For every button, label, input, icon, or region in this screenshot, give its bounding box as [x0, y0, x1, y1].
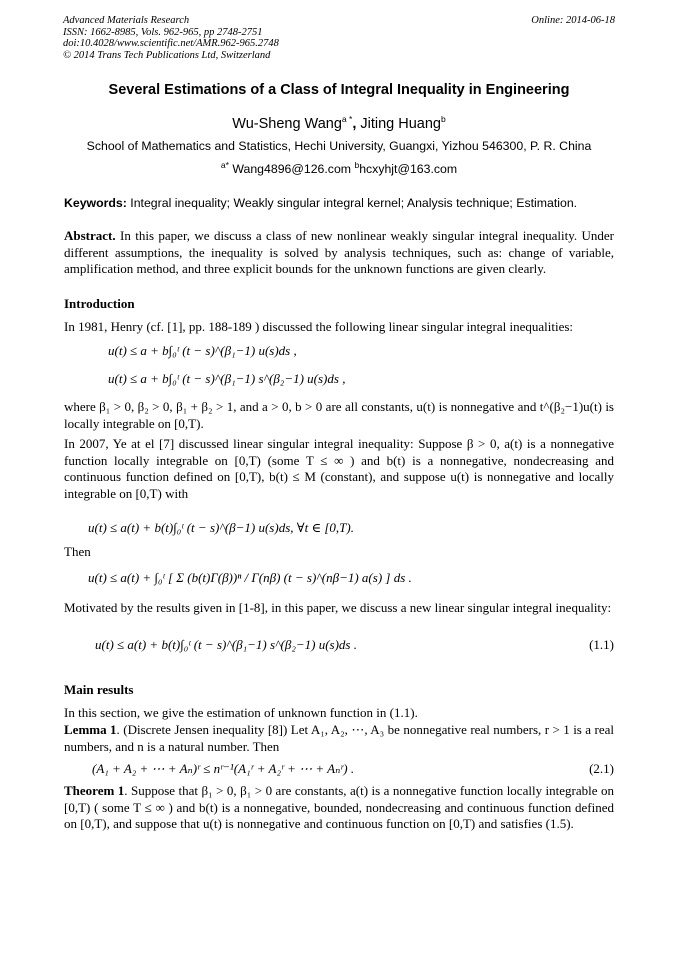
email-b: hcxyhjt@163.com: [359, 162, 458, 177]
paper-title: Several Estimations of a Class of Integral Inequality in Engineering: [108, 82, 570, 98]
theorem-text: . Suppose that β₁ > 0, β₁ > 0 are constants, a(t) is a nonnegative function locally integrable on [0,T) ( some T ≤ ∞ ) and b(t) is a nonnegative, bounded, nondecreasing and continuous function defined on [0,T), and suppose that u(t) is nonnegative and continuous function on [0,T) and satisfies (1.5).: [64, 783, 614, 832]
abstract-text: In this paper, we discuss a class of new nonlinear weakly singular integral inequality. Under different assumptions, the inequality is solved by analysis techniques, such as: change of variable, amplification method, and three explicit bounds for the unknown functions are given clearly.: [64, 228, 614, 277]
equation-number-1-1: (1.1): [589, 637, 614, 652]
equation-1-1: u(t) ≤ a(t) + b(t)∫₀ᵗ (t − s)^(β₁−1) s^(β₂−1) u(s)ds .: [95, 637, 357, 652]
lemma-text: . (Discrete Jensen inequality [8]) Let A₁, A₂, ⋯, A₃ be nonnegative real numbers, r > 1 is a real numbers, and n is a natural number. Then: [64, 722, 614, 754]
equation-ye-result: u(t) ≤ a(t) + ∫₀ᵗ [ Σ (b(t)Γ(β))ⁿ / Γ(nβ) (t − s)^(nβ−1) a(s) ] ds .: [88, 570, 412, 585]
keywords: [64, 196, 577, 210]
equation-ye: u(t) ≤ a(t) + b(t)∫₀ᵗ (t − s)^(β−1) u(s)ds, ∀t ∈ [0,T).: [88, 520, 354, 535]
intro-paragraph-2: where β₁ > 0, β₂ > 0, β₁ + β₂ > 1, and a > 0, b > 0 are all constants, u(t) is nonnegative and t^(β₂−1)u(t) is locally integrable on [0,T).: [64, 399, 614, 431]
equation-2-1: (A₁ + A₂ + ⋯ + Aₙ)ʳ ≤ nʳ⁻¹(A₁ʳ + A₂ʳ + ⋯ + Aₙʳ) .: [92, 761, 355, 776]
keywords-label: Keywords:: [64, 196, 127, 210]
online-date: Online: 2014-06-18: [531, 15, 615, 26]
theorem-1: [64, 783, 614, 833]
main-results-heading: Main results: [64, 682, 134, 697]
issn: ISSN: 1662-8985, Vols. 962-965, pp 2748-2751: [63, 26, 263, 38]
theorem-label: Theorem 1: [64, 783, 125, 798]
author-separator: ,: [352, 115, 361, 132]
lemma-label: Lemma 1: [64, 722, 117, 737]
abstract-label: Abstract.: [64, 228, 116, 243]
intro-then: Then: [64, 544, 91, 559]
author-1-mark: a *: [341, 114, 353, 124]
authors: [0, 114, 678, 132]
intro-heading: Introduction: [64, 296, 135, 311]
journal-name: Advanced Materials Research: [63, 15, 190, 26]
intro-paragraph-1: In 1981, Henry (cf. [1], pp. 188-189 ) discussed the following linear singular integral inequalities:: [64, 319, 574, 334]
doi: doi:10.4028/www.scientific.net/AMR.962-965.2748: [63, 38, 279, 50]
main-paragraph-1: In this section, we give the estimation of unknown function in (1.1).: [64, 705, 418, 720]
keywords-text: Integral inequality; Weakly singular integral kernel; Analysis technique; Estimation.: [126, 196, 578, 210]
emails: [0, 160, 678, 176]
author-1: Wu-Sheng Wang: [232, 115, 342, 132]
author-2-mark: b: [440, 114, 446, 124]
intro-paragraph-3: In 2007, Ye at el [7] discussed linear singular integral inequality: Suppose β > 0, a(t) is a nonnegative function locally integrable on [0,T) (some T ≤ ∞ ) and b(t) is a nonnegative, nondecreasing and continuous function defined on [0,T), b(t) ≤ M (constant), and suppose u(t) is nonnegative and locally integrable on [0,T) with: [64, 436, 614, 501]
email-a: Wang4896@126.com: [228, 162, 355, 177]
equation-henry-1: u(t) ≤ a + b∫₀ᵗ (t − s)^(β₁−1) u(s)ds ,: [108, 343, 297, 358]
intro-paragraph-4: Motivated by the results given in [1-8], in this paper, we discuss a new linear singular integral inequality:: [64, 600, 612, 615]
copyright: © 2014 Trans Tech Publications Ltd, Switzerland: [63, 49, 271, 61]
equation-number-2-1: (2.1): [589, 761, 614, 776]
author-2: Jiting Huang: [360, 115, 441, 132]
email-b-mark: b: [354, 160, 360, 170]
publication-info: [63, 15, 279, 61]
affiliation: School of Mathematics and Statistics, Hechi University, Guangxi, Yizhou 546300, P. R. China: [86, 139, 592, 153]
lemma-1: [64, 722, 614, 755]
equation-henry-2: u(t) ≤ a + b∫₀ᵗ (t − s)^(β₁−1) s^(β₂−1) u(s)ds ,: [108, 371, 346, 386]
abstract: [64, 228, 614, 278]
email-a-mark: a*: [220, 160, 229, 170]
